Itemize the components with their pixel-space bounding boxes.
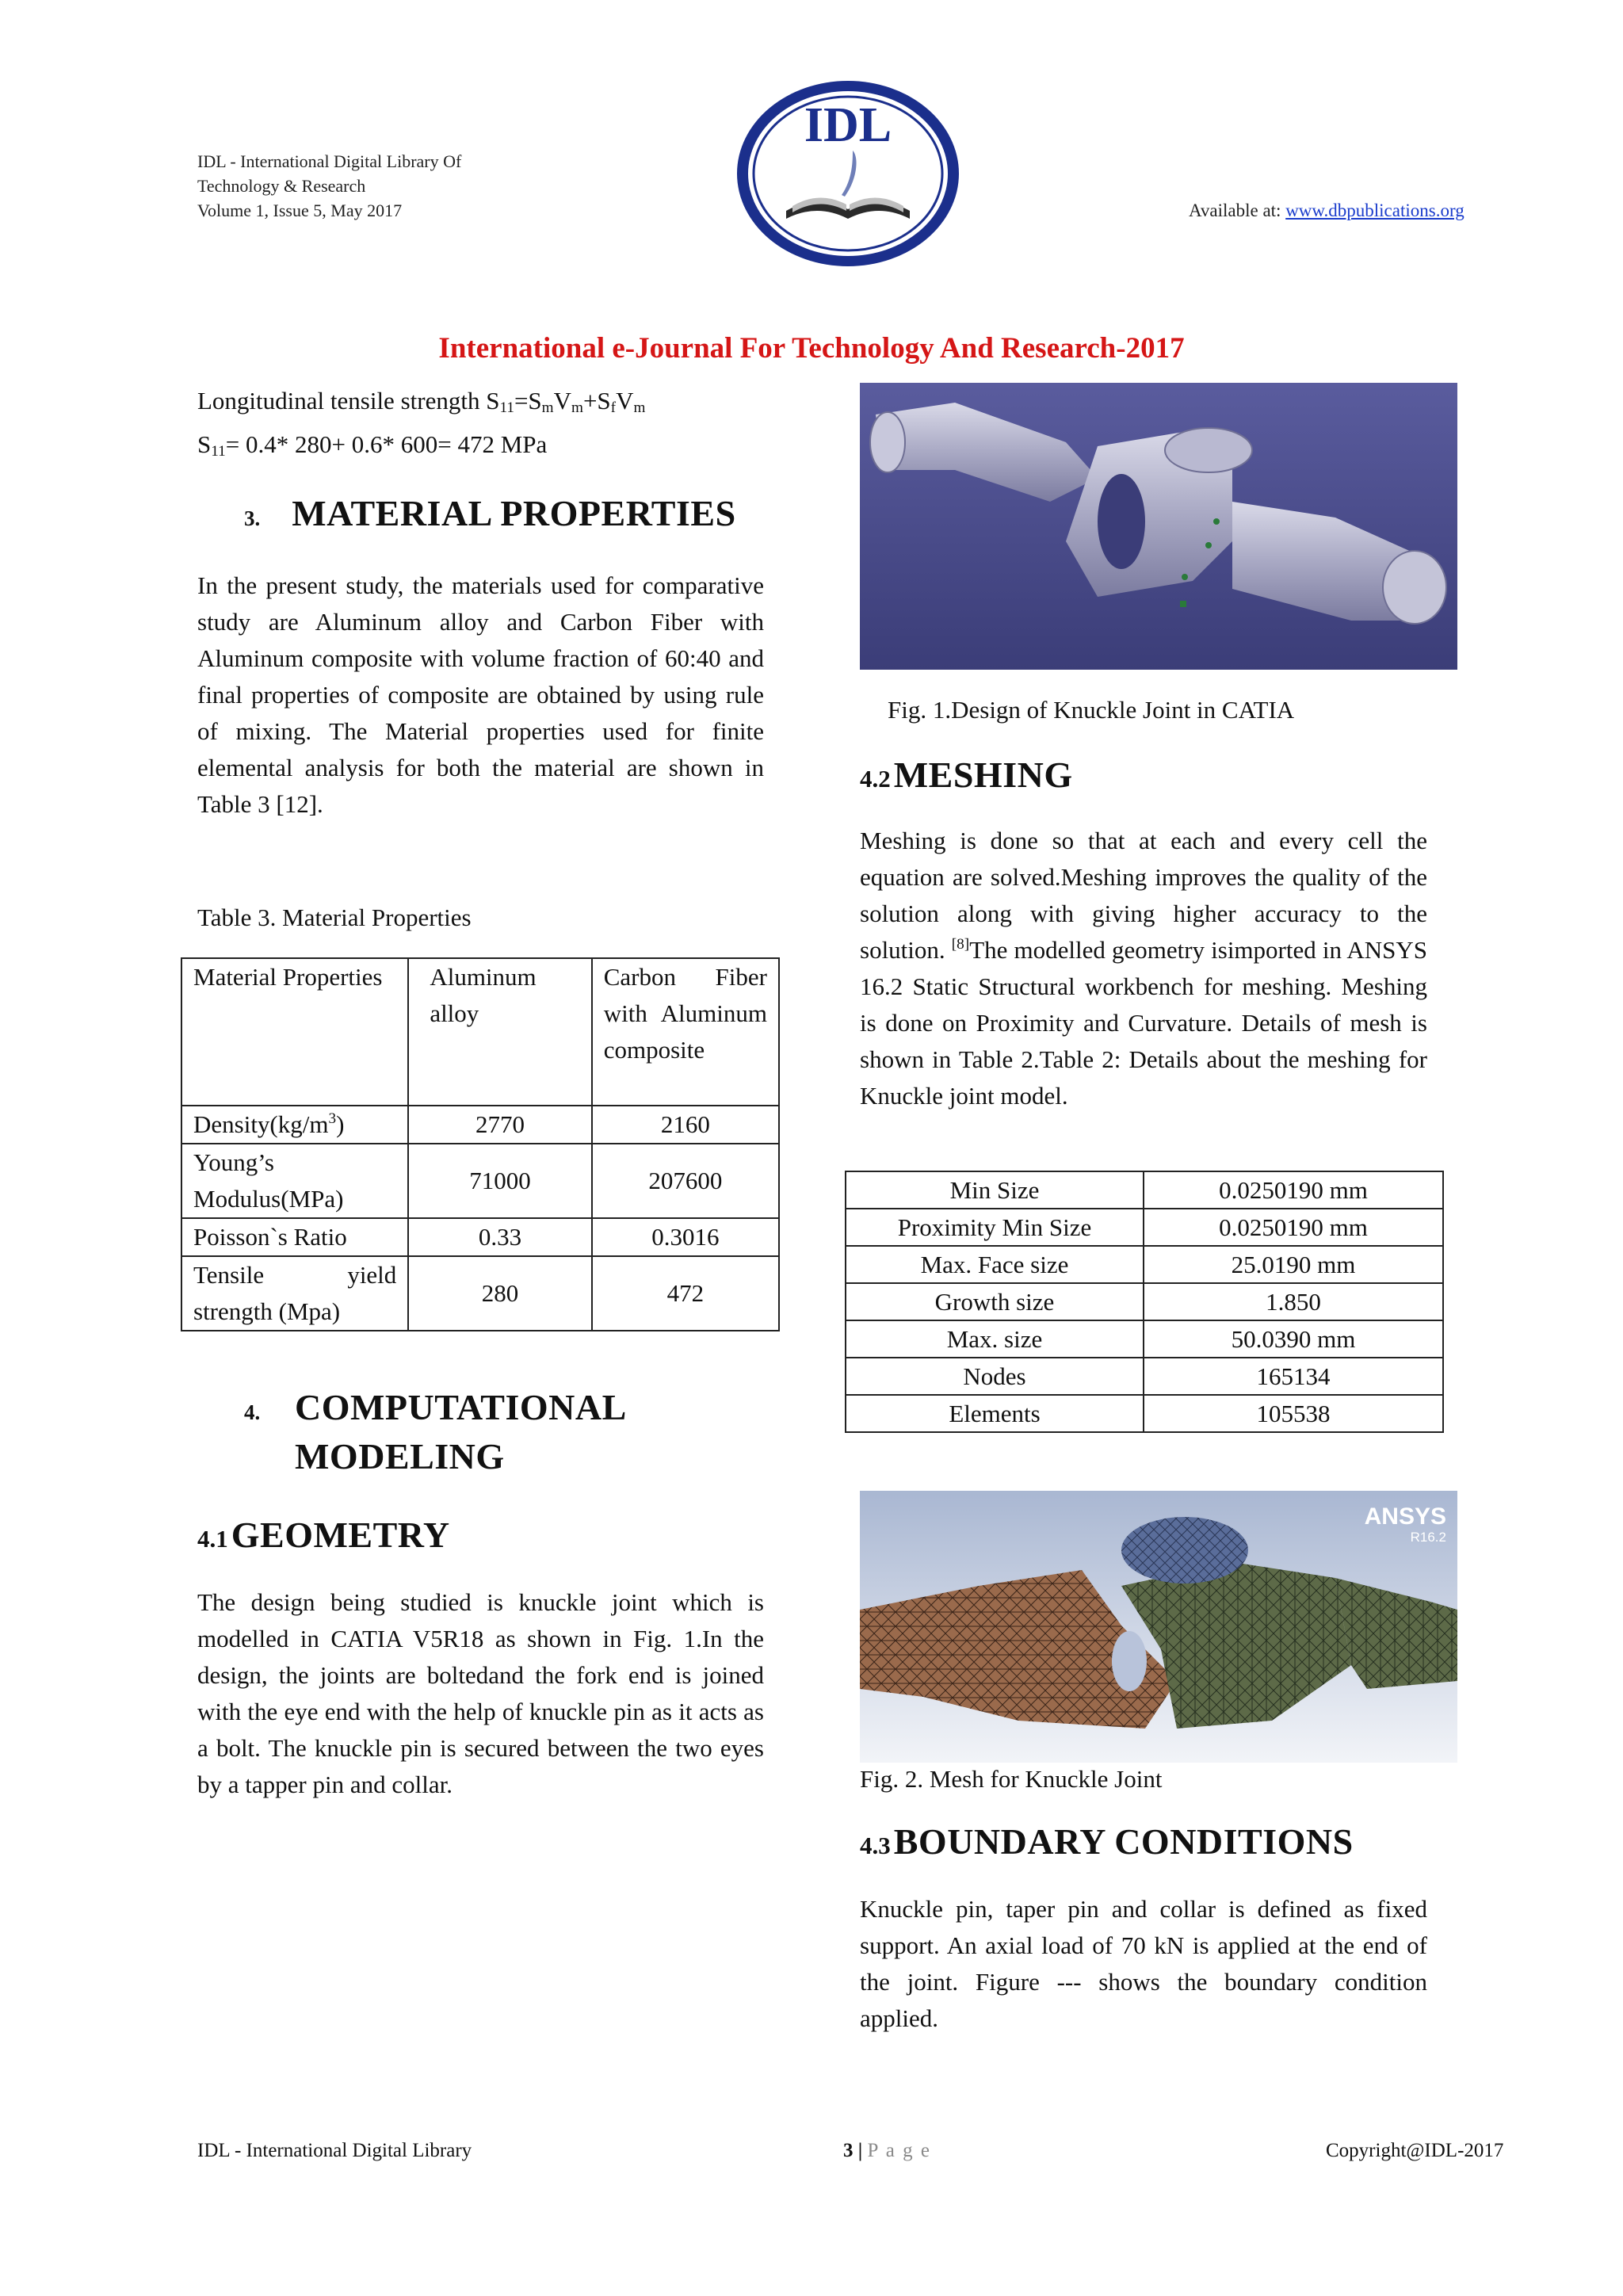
figure-2-caption: Fig. 2. Mesh for Knuckle Joint — [860, 1765, 1163, 1793]
mesh-value: 0.0250190 mm — [1144, 1171, 1443, 1209]
section-4-2-text-a: Meshing is done so that at each and every cell the equation are solved.Meshing improves the quality of the solution along with giving higher accuracy to the solution. — [860, 827, 1427, 964]
availability-line — [1189, 198, 1465, 223]
density-composite: 2160 — [592, 1106, 779, 1144]
row-label-density: $Density(kg/m^3)$ — [181, 1106, 408, 1144]
mesh-key: Min Size — [846, 1171, 1144, 1209]
publisher-link[interactable]: www.dbpublications.org — [1285, 201, 1465, 220]
logo-text: IDL — [804, 98, 892, 152]
section-4-title-line-1: COMPUTATIONAL — [295, 1387, 627, 1427]
table-header-row — [181, 958, 779, 1106]
tensile-aluminum: 280 — [408, 1256, 591, 1331]
section-4-1-number: 4.1 — [197, 1525, 228, 1553]
density-aluminum: 2770 — [408, 1106, 591, 1144]
section-3-heading — [244, 489, 736, 538]
row-label-tensile-yield: Tensile yield strength (Mpa) — [181, 1256, 408, 1331]
table-row — [846, 1283, 1443, 1320]
modulus-composite: 207600 — [592, 1144, 779, 1218]
row-label-poissons-ratio: Poisson`s Ratio — [181, 1218, 408, 1256]
ansys-version: R16.2 — [1410, 1530, 1446, 1545]
section-4-number: 4. — [244, 1400, 261, 1424]
section-4-3-number: 4.3 — [860, 1832, 891, 1859]
mesh-key: Max. Face size — [846, 1246, 1144, 1283]
rule-of-mixture-formula: Longitudinal tensile strength $S_{11}=S_mV_m+S_fV_m$ $S_{11}= 0.4*$ 280+ 0.6* 600= 472 MPa — [197, 387, 646, 460]
section-4-2-heading — [860, 751, 1073, 800]
section-3-number: 3. — [244, 506, 261, 530]
figure-2-ansys-mesh — [860, 1491, 1457, 1763]
table-row — [181, 1106, 779, 1144]
header-carbon-fiber-composite: Carbon Fiber with Aluminum composite — [592, 958, 779, 1106]
section-4-1-heading — [197, 1511, 450, 1560]
table-row — [846, 1320, 1443, 1358]
formula-result: = 0.4* 280+ 0.6* 600= 472 MPa — [225, 430, 548, 458]
table-3-caption: Table 3. Material Properties — [197, 904, 472, 931]
header-line-3: Volume 1, Issue 5, May 2017 — [197, 201, 403, 220]
section-3-title: MATERIAL PROPERTIES — [292, 493, 736, 533]
available-label: Available at: — [1189, 201, 1286, 220]
table-row — [846, 1209, 1443, 1246]
page-word: P a g e — [867, 2140, 931, 2161]
header-line-2: Technology & Research — [197, 176, 366, 196]
mesh-key: Nodes — [846, 1358, 1144, 1395]
row-label-youngs-modulus: Young’s Modulus(MPa) — [181, 1144, 408, 1218]
section-4-3-paragraph: Knuckle pin, taper pin and collar is defined as fixed support. An axial load of 70 kN is applied at the end of the joint. Figure --- shows the boundary condition applied. — [860, 1895, 1427, 2032]
header-aluminum-alloy: Aluminum alloy — [408, 958, 591, 1106]
footer-page-number: 3 | P a g e — [843, 2140, 931, 2161]
footer-copyright: Copyright@IDL-2017 — [1326, 2140, 1504, 2161]
table-row — [846, 1395, 1443, 1432]
section-4-2-title: MESHING — [893, 755, 1073, 795]
section-4-3-title: BOUNDARY CONDITIONS — [893, 1821, 1354, 1862]
journal-title: International e-Journal For Technology And Research-2017 — [438, 332, 1185, 365]
idl-logo — [734, 78, 962, 269]
ansys-brand: ANSYS — [1364, 1503, 1446, 1530]
figure-1-caption: Fig. 1.Design of Knuckle Joint in CATIA — [888, 696, 1295, 724]
reference-8: [8] — [951, 936, 970, 953]
mesh-key: Proximity Min Size — [846, 1209, 1144, 1246]
mesh-value: 165134 — [1144, 1358, 1443, 1395]
section-3-paragraph: In the present study, the materials used for comparative study are Aluminum alloy and Carbon Fiber with Aluminum composite with volume fraction of 60:40 and final properties of composite are obtained by using rule of mixing. The Material properties used for finite elemental analysis for both the material are shown in Table 3 [12]. — [197, 571, 764, 818]
tensile-composite: 472 — [592, 1256, 779, 1331]
header-line-1: IDL - International Digital Library Of — [197, 151, 462, 171]
mesh-key: Growth size — [846, 1283, 1144, 1320]
poisson-aluminum: 0.33 — [408, 1218, 591, 1256]
footer-left: IDL - International Digital Library — [197, 2140, 472, 2161]
section-4-title-line-2: MODELING — [295, 1436, 505, 1477]
mesh-key: Elements — [846, 1395, 1144, 1432]
section-4-heading — [244, 1383, 767, 1481]
mesh-value: 105538 — [1144, 1395, 1443, 1432]
mesh-details-table — [845, 1171, 1444, 1433]
section-4-3-heading — [860, 1817, 1354, 1866]
figure-1-catia-model — [860, 383, 1457, 670]
table-row — [181, 1218, 779, 1256]
section-4-1-title: GEOMETRY — [231, 1515, 450, 1555]
mesh-value: 0.0250190 mm — [1144, 1209, 1443, 1246]
page-number: 3 — [843, 2140, 854, 2161]
table-row — [846, 1171, 1443, 1209]
formula-intro: Longitudinal tensile strength S — [197, 387, 500, 415]
mesh-value: 50.0390 mm — [1144, 1320, 1443, 1358]
table-row — [846, 1246, 1443, 1283]
section-4-2-text-b: The modelled geometry isimported in ANSYS 16.2 Static Structural workbench for meshing. Meshing is done on Proximity and Curvature. Details of mesh is shown in Table 2.Table 2: Details about the meshing for Knuckle joint model. — [860, 936, 1428, 1110]
mesh-key: Max. size — [846, 1320, 1144, 1358]
poisson-composite: 0.3016 — [592, 1218, 779, 1256]
mesh-value: 1.850 — [1144, 1283, 1443, 1320]
section-4-2-number: 4.2 — [860, 765, 891, 793]
header-material-properties: Material Properties — [181, 958, 408, 1106]
table-row — [181, 1256, 779, 1331]
mesh-value: 25.0190 mm — [1144, 1246, 1443, 1283]
table-row — [846, 1358, 1443, 1395]
material-properties-table — [181, 957, 780, 1331]
section-4-2-paragraph — [860, 823, 1427, 1114]
section-4-1-paragraph: The design being studied is knuckle joint which is modelled in CATIA V5R18 as shown in Fig. 1.In the design, the joints are boltedand the fork end is joined with the eye end with the help of knuckle pin as it acts as a bolt. The knuckle pin is secured between the two eyes by a tapper pin and collar. — [197, 1588, 764, 1798]
table-row — [181, 1144, 779, 1218]
journal-header-info — [197, 149, 461, 223]
modulus-aluminum: 71000 — [408, 1144, 591, 1218]
